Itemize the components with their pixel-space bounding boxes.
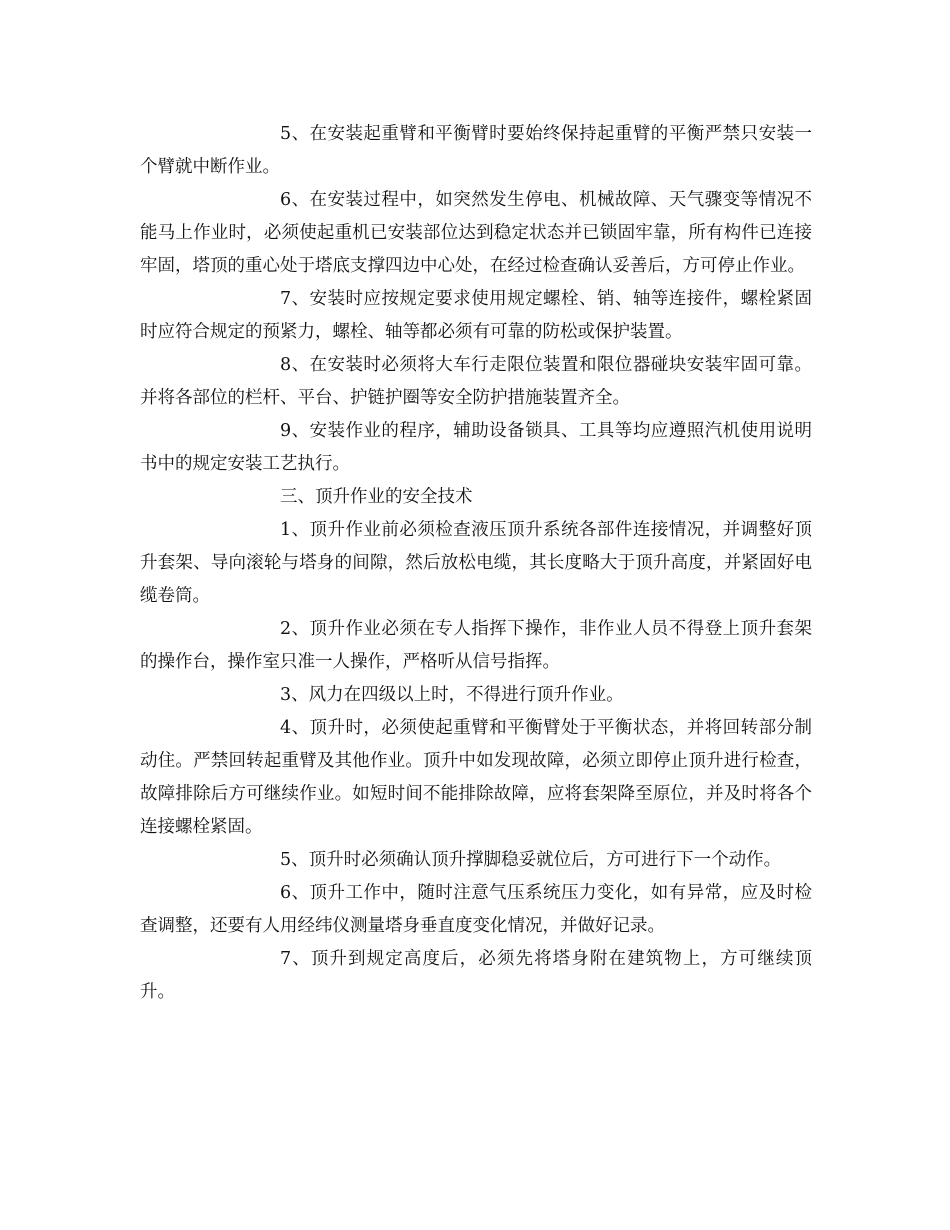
paragraph-jacking-4: 4、顶升时，必须使起重臂和平衡臂处于平衡状态，并将回转部分制动住。严禁回转起重臂及其他作业。顶升中如发现故障，必须立即停止顶升进行检查，故障排除后方可继续作业。如短时间不能排除故障，应将套架降至原位，并及时将各个连接螺栓紧固。 <box>140 718 812 837</box>
paragraph-install-7: 7、安装时应按规定要求使用规定螺栓、销、轴等连接件，螺栓紧固时应符合规定的预紧力，螺栓、轴等都必须有可靠的防松或保护装置。 <box>140 289 812 342</box>
paragraph-install-9: 9、安装作业的程序，辅助设备锁具、工具等均应遵照汽机使用说明书中的规定安装工艺执行。 <box>140 421 812 474</box>
paragraph-install-5: 5、在安装起重臂和平衡臂时要始终保持起重臂的平衡严禁只安装一个臂就中断作业。 <box>140 124 812 177</box>
document-body <box>140 118 812 1009</box>
section-heading-jacking: 三、顶升作业的安全技术 <box>280 487 473 507</box>
paragraph-jacking-2: 2、顶升作业必须在专人指挥下操作，非作业人员不得登上顶升套架的操作台，操作室只准一人操作，严格听从信号指挥。 <box>140 619 812 672</box>
paragraph-jacking-7: 7、顶升到规定高度后，必须先将塔身附在建筑物上，方可继续顶升。 <box>140 949 812 1002</box>
paragraph-jacking-5: 5、顶升时必须确认顶升撑脚稳妥就位后，方可进行下一个动作。 <box>280 850 782 870</box>
paragraph-install-8: 8、在安装时必须将大车行走限位装置和限位器碰块安装牢固可靠。并将各部位的栏杆、平台、护链护圈等安全防护措施装置齐全。 <box>140 355 812 408</box>
paragraph-jacking-1: 1、顶升作业前必须检查液压顶升系统各部件连接情况，并调整好顶升套架、导向滚轮与塔身的间隙，然后放松电缆，其长度略大于顶升高度，并紧固好电缆卷筒。 <box>140 520 812 606</box>
paragraph-jacking-6: 6、顶升工作中，随时注意气压系统压力变化，如有异常，应及时检查调整，还要有人用经纬仪测量塔身垂直度变化情况，并做好记录。 <box>140 883 812 936</box>
paragraph-jacking-3: 3、风力在四级以上时，不得进行顶升作业。 <box>280 685 624 705</box>
paragraph-install-6: 6、在安装过程中，如突然发生停电、机械故障、天气骤变等情况不能马上作业时，必须使起重机已安装部位达到稳定状态并已锁固牢靠，所有构件已连接牢固，塔顶的重心处于塔底支撑四边中心处，在经过检查确认妥善后，方可停止作业。 <box>140 190 812 276</box>
